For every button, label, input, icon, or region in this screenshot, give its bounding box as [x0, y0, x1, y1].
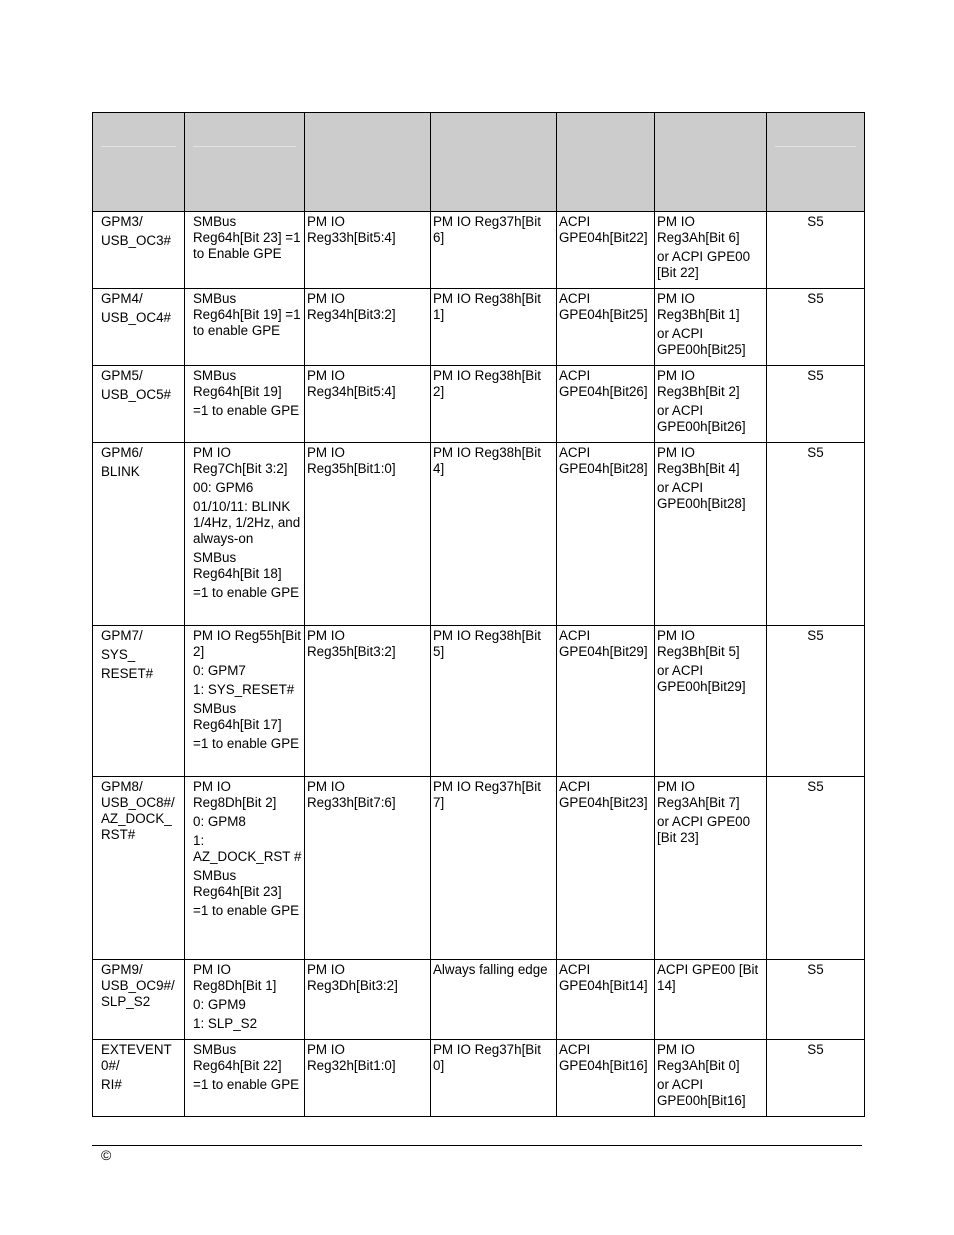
config-cell: [185, 626, 305, 777]
cell-text: PM IO Reg33h[Bit7:6]: [307, 779, 396, 810]
enable-register-cell: [655, 443, 767, 626]
cell-text: S5: [807, 291, 824, 306]
header-cell-5: [557, 113, 655, 212]
cell-text: GPM7/: [101, 628, 143, 643]
cell-text: PM IO Reg35h[Bit1:0]: [307, 445, 396, 476]
cell-text: 0: GPM8: [193, 814, 246, 829]
header-cell-2: [185, 113, 305, 212]
trigger-register-cell: [431, 626, 557, 777]
status-register-cell: [557, 443, 655, 626]
table-row: [93, 1040, 865, 1117]
status-register-cell: [557, 626, 655, 777]
footer-rule: [92, 1145, 862, 1146]
table-row: [93, 212, 865, 289]
table-row: [93, 960, 865, 1040]
power-state-cell: [767, 777, 865, 960]
cell-text: or ACPI GPE00 [Bit 22]: [657, 249, 751, 280]
cell-text: RESET#: [101, 666, 154, 681]
cell-text: BLINK: [101, 464, 140, 479]
cell-text: EXTEVENT 0#/: [101, 1042, 172, 1073]
cell-text: =1 to enable GPE: [193, 903, 300, 918]
cell-text: PM IO Reg35h[Bit3:2]: [307, 628, 396, 659]
header-cell-1: [93, 113, 185, 212]
cell-text: PM IO Reg37h[Bit 6]: [433, 214, 541, 245]
cell-text: S5: [807, 445, 824, 460]
power-state-cell: [767, 212, 865, 289]
enable-register-cell: [655, 626, 767, 777]
cell-text: 1: AZ_DOCK_RST #: [193, 833, 302, 864]
power-state-cell: [767, 443, 865, 626]
cell-text: SMBus Reg64h[Bit 23] =1 to Enable GPE: [193, 214, 301, 261]
pin-name-cell: [93, 626, 185, 777]
cell-text: 0: GPM9: [193, 997, 246, 1012]
header-cell-4: [431, 113, 557, 212]
status-register-cell: [557, 366, 655, 443]
status-register-cell: [557, 1040, 655, 1117]
type-register-cell: [305, 777, 431, 960]
cell-text: SMBus Reg64h[Bit 19] =1 to enable GPE: [193, 291, 301, 338]
type-register-cell: [305, 1040, 431, 1117]
cell-text: ACPI GPE04h[Bit16]: [559, 1042, 648, 1073]
type-register-cell: [305, 626, 431, 777]
cell-text: PM IO Reg8Dh[Bit 2]: [193, 779, 277, 810]
cell-text: or ACPI GPE00h[Bit25]: [657, 326, 746, 357]
cell-text: GPM8/ USB_OC8#/ AZ_DOCK_ RST#: [101, 779, 175, 842]
table-body: [93, 212, 865, 1117]
table-row: [93, 443, 865, 626]
cell-text: SMBus Reg64h[Bit 19]: [193, 368, 282, 399]
cell-text: PM IO Reg34h[Bit3:2]: [307, 291, 396, 322]
pin-name-cell: [93, 366, 185, 443]
status-register-cell: [557, 777, 655, 960]
cell-text: ACPI GPE04h[Bit25]: [559, 291, 648, 322]
pin-name-cell: [93, 289, 185, 366]
cell-text: PM IO Reg32h[Bit1:0]: [307, 1042, 396, 1073]
cell-text: S5: [807, 1042, 824, 1057]
cell-text: 1: SYS_RESET#: [193, 682, 295, 697]
cell-text: Always falling edge: [433, 962, 548, 977]
cell-text: =1 to enable GPE: [193, 736, 300, 751]
cell-text: PM IO Reg3Ah[Bit 6]: [657, 214, 740, 245]
enable-register-cell: [655, 1040, 767, 1117]
cell-text: S5: [807, 779, 824, 794]
cell-text: S5: [807, 628, 824, 643]
pin-name-cell: [93, 777, 185, 960]
power-state-cell: [767, 289, 865, 366]
config-cell: [185, 777, 305, 960]
cell-text: SMBus Reg64h[Bit 23]: [193, 868, 282, 899]
cell-text: 1: SLP_S2: [193, 1016, 258, 1031]
trigger-register-cell: [431, 1040, 557, 1117]
status-register-cell: [557, 289, 655, 366]
cell-text: GPM4/: [101, 291, 143, 306]
cell-text: GPM3/: [101, 214, 143, 229]
table-row: [93, 777, 865, 960]
header-cell-6: [655, 113, 767, 212]
enable-register-cell: [655, 212, 767, 289]
cell-text: PM IO Reg34h[Bit5:4]: [307, 368, 396, 399]
cell-text: PM IO Reg37h[Bit 0]: [433, 1042, 541, 1073]
trigger-register-cell: [431, 960, 557, 1040]
cell-text: or ACPI GPE00h[Bit28]: [657, 480, 746, 511]
trigger-register-cell: [431, 777, 557, 960]
cell-text: ACPI GPE04h[Bit26]: [559, 368, 648, 399]
type-register-cell: [305, 443, 431, 626]
pin-name-cell: [93, 212, 185, 289]
cell-text: PM IO Reg38h[Bit 4]: [433, 445, 541, 476]
trigger-register-cell: [431, 212, 557, 289]
type-register-cell: [305, 960, 431, 1040]
table-row: [93, 366, 865, 443]
cell-text: PM IO Reg7Ch[Bit 3:2]: [193, 445, 288, 476]
cell-text: USB_OC5#: [101, 387, 171, 402]
cell-text: PM IO Reg38h[Bit 1]: [433, 291, 541, 322]
config-cell: [185, 1040, 305, 1117]
enable-register-cell: [655, 960, 767, 1040]
trigger-register-cell: [431, 443, 557, 626]
cell-text: RI#: [101, 1077, 122, 1092]
enable-register-cell: [655, 777, 767, 960]
cell-text: =1 to enable GPE: [193, 403, 300, 418]
cell-text: PM IO Reg3Bh[Bit 4]: [657, 445, 740, 476]
header-cell-3: [305, 113, 431, 212]
cell-text: PM IO Reg3Bh[Bit 2]: [657, 368, 740, 399]
cell-text: S5: [807, 368, 824, 383]
trigger-register-cell: [431, 366, 557, 443]
type-register-cell: [305, 366, 431, 443]
config-cell: [185, 960, 305, 1040]
config-cell: [185, 366, 305, 443]
cell-text: GPM6/: [101, 445, 143, 460]
enable-register-cell: [655, 366, 767, 443]
config-cell: [185, 289, 305, 366]
cell-text: =1 to enable GPE: [193, 1077, 300, 1092]
cell-text: PM IO Reg8Dh[Bit 1]: [193, 962, 277, 993]
cell-text: ACPI GPE00 [Bit 14]: [657, 962, 759, 993]
pin-name-cell: [93, 960, 185, 1040]
cell-text: PM IO Reg3Ah[Bit 0]: [657, 1042, 740, 1073]
cell-text: or ACPI GPE00 [Bit 23]: [657, 814, 751, 845]
trigger-register-cell: [431, 289, 557, 366]
cell-text: PM IO Reg38h[Bit 2]: [433, 368, 541, 399]
cell-text: PM IO Reg3Ah[Bit 7]: [657, 779, 740, 810]
cell-text: ACPI GPE04h[Bit14]: [559, 962, 648, 993]
cell-text: ACPI GPE04h[Bit23]: [559, 779, 648, 810]
cell-text: =1 to enable GPE: [193, 585, 300, 600]
cell-text: SMBus Reg64h[Bit 22]: [193, 1042, 282, 1073]
header-row: [93, 113, 865, 212]
status-register-cell: [557, 960, 655, 1040]
table-row: [93, 626, 865, 777]
cell-text: USB_OC3#: [101, 233, 171, 248]
config-cell: [185, 443, 305, 626]
pin-name-cell: [93, 443, 185, 626]
cell-text: ACPI GPE04h[Bit29]: [559, 628, 648, 659]
type-register-cell: [305, 289, 431, 366]
cell-text: PM IO Reg3Bh[Bit 1]: [657, 291, 740, 322]
cell-text: or ACPI GPE00h[Bit29]: [657, 663, 746, 694]
cell-text: 0: GPM7: [193, 663, 246, 678]
cell-text: PM IO Reg33h[Bit5:4]: [307, 214, 396, 245]
power-state-cell: [767, 366, 865, 443]
power-state-cell: [767, 626, 865, 777]
cell-text: or ACPI GPE00h[Bit26]: [657, 403, 746, 434]
cell-text: ACPI GPE04h[Bit28]: [559, 445, 648, 476]
cell-text: SMBus Reg64h[Bit 17]: [193, 701, 282, 732]
cell-text: PM IO Reg3Bh[Bit 5]: [657, 628, 740, 659]
status-register-cell: [557, 212, 655, 289]
cell-text: GPM5/: [101, 368, 143, 383]
type-register-cell: [305, 212, 431, 289]
cell-text: USB_OC4#: [101, 310, 171, 325]
cell-text: S5: [807, 962, 824, 977]
pin-name-cell: [93, 1040, 185, 1117]
cell-text: SYS_: [101, 647, 136, 662]
cell-text: 01/10/11: BLINK 1/4Hz, 1/2Hz, and always-on: [193, 499, 301, 546]
config-cell: [185, 212, 305, 289]
cell-text: ACPI GPE04h[Bit22]: [559, 214, 648, 245]
enable-register-cell: [655, 289, 767, 366]
power-state-cell: [767, 960, 865, 1040]
gpe-register-table: [92, 112, 865, 1117]
cell-text: SMBus Reg64h[Bit 18]: [193, 550, 282, 581]
cell-text: PM IO Reg55h[Bit 2]: [193, 628, 301, 659]
cell-text: S5: [807, 214, 824, 229]
table-row: [93, 289, 865, 366]
copyright-symbol: ©: [101, 1147, 112, 1163]
header-cell-7: [767, 113, 865, 212]
cell-text: GPM9/ USB_OC9#/ SLP_S2: [101, 962, 175, 1009]
table-header: [93, 113, 865, 212]
cell-text: PM IO Reg37h[Bit 7]: [433, 779, 541, 810]
power-state-cell: [767, 1040, 865, 1117]
cell-text: 00: GPM6: [193, 480, 254, 495]
cell-text: or ACPI GPE00h[Bit16]: [657, 1077, 746, 1108]
cell-text: PM IO Reg3Dh[Bit3:2]: [307, 962, 398, 993]
cell-text: PM IO Reg38h[Bit 5]: [433, 628, 541, 659]
